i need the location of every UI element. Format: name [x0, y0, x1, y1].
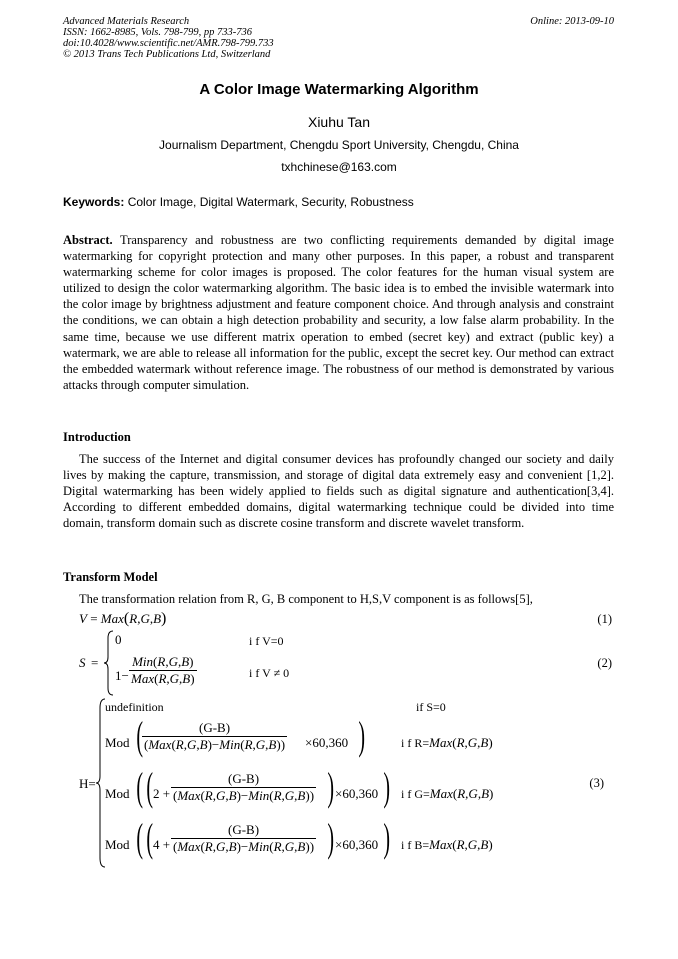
journal-name: Advanced Materials Research	[63, 16, 190, 27]
abstract-label: Abstract.	[63, 233, 113, 247]
h-undefinition: undefinition	[105, 700, 164, 714]
author-name: Xiuhu Tan	[307, 114, 370, 130]
paper-title: A Color Image Watermarking Algorithm	[199, 81, 479, 98]
equation-3: H= undefinition if S=0 Mod ( (G-B) (Max(R,G,B)−Min(R,G,B)) ×60,360 ) i f R=Max(R,G,B) Mod ( ( 2 + (G-B) (Max(R,G,B)−Min(R,G,B)) ) ×60,360 ) i f G=Max(R,G,B) Mod ( ( 4 + (G-B) (Max(R,G,B)−Min(R,G,B)) ) ×60,360 ) i f B=Max(R,G,B)	[79, 698, 539, 868]
introduction-heading: Introduction	[63, 430, 131, 444]
transform-model-heading: Transform Model	[63, 570, 158, 584]
abstract-text: Transparency and robustness are two conflicting requirements demanded by digital image watermarking for copyright protection and many other purposes. In this paper, a robust and transparent watermarking scheme for color images is proposed. The color features for the human visual system are utilized to design the color watermarking algorithm. The basic idea is to embed the invisible watermark into the color image by brightness adjustment and feature component choice. And through analysis and constraint the conditions, we can obtain a high detection probability and security, a low false alarm probability. In the same time, because we use different matrix operation to embed (secret key) and extract (public key) a watermark, we are able to release all information for the public, except the secret key. Our method can extract the embedded watermark without reference image. The robustness of our method is demonstrated by various attacks through computer simulation.	[63, 233, 614, 392]
keywords-text: Color Image, Digital Watermark, Security, Robustness	[124, 195, 414, 209]
equation-1-number: (1)	[597, 612, 612, 626]
keywords	[63, 195, 615, 209]
equation-2-number: (2)	[597, 656, 612, 670]
author-email: txhchinese@163.com	[281, 160, 397, 174]
introduction-text: The success of the Internet and digital consumer devices has profoundly changed our society and daily lives by making the capture, transmission, and storage of digital data extremely easy and convenient [1,2]. Digital watermarking has been widely applied to fields such as digital signature and authentication[3,4]. According to different embedded domains, digital watermarking technique could be divided into time domain, transform domain such as discrete cosine transform and discrete wavelet transform.	[63, 452, 614, 531]
online-date: Online: 2013-09-10	[530, 16, 614, 27]
copyright-line: © 2013 Trans Tech Publications Ltd, Switzerland	[63, 49, 271, 60]
affiliation: Journalism Department, Chengdu Sport University, Chengdu, China	[159, 138, 519, 152]
h-condition-1: i f R=	[401, 736, 430, 750]
issn-line: ISSN: 1662-8985, Vols. 798-799, pp 733-736	[63, 27, 252, 38]
h-condition-2: i f G=	[401, 787, 430, 801]
equation-3-number: (3)	[589, 776, 604, 790]
keywords-label: Keywords:	[63, 195, 125, 209]
doi-line: doi:10.4028/www.scientific.net/AMR.798-799.733	[63, 38, 274, 49]
s-condition-1: i f V=0	[249, 634, 284, 648]
equation-2: S = 0 1− Min(R,G,B) Max(R,G,B) i f V=0 i f V ≠ 0	[79, 630, 379, 696]
h-condition-3: i f B=	[401, 838, 430, 852]
brace-eq2	[103, 630, 115, 696]
equation-1: V = Max(R,G,B)	[79, 610, 167, 627]
s-condition-2: i f V ≠ 0	[249, 666, 290, 680]
abstract	[63, 232, 614, 393]
transform-model-text: The transformation relation from R, G, B component to H,S,V component is as follows[5],	[79, 592, 533, 606]
journal-header	[63, 16, 274, 60]
h-condition-0: if S=0	[416, 700, 446, 714]
